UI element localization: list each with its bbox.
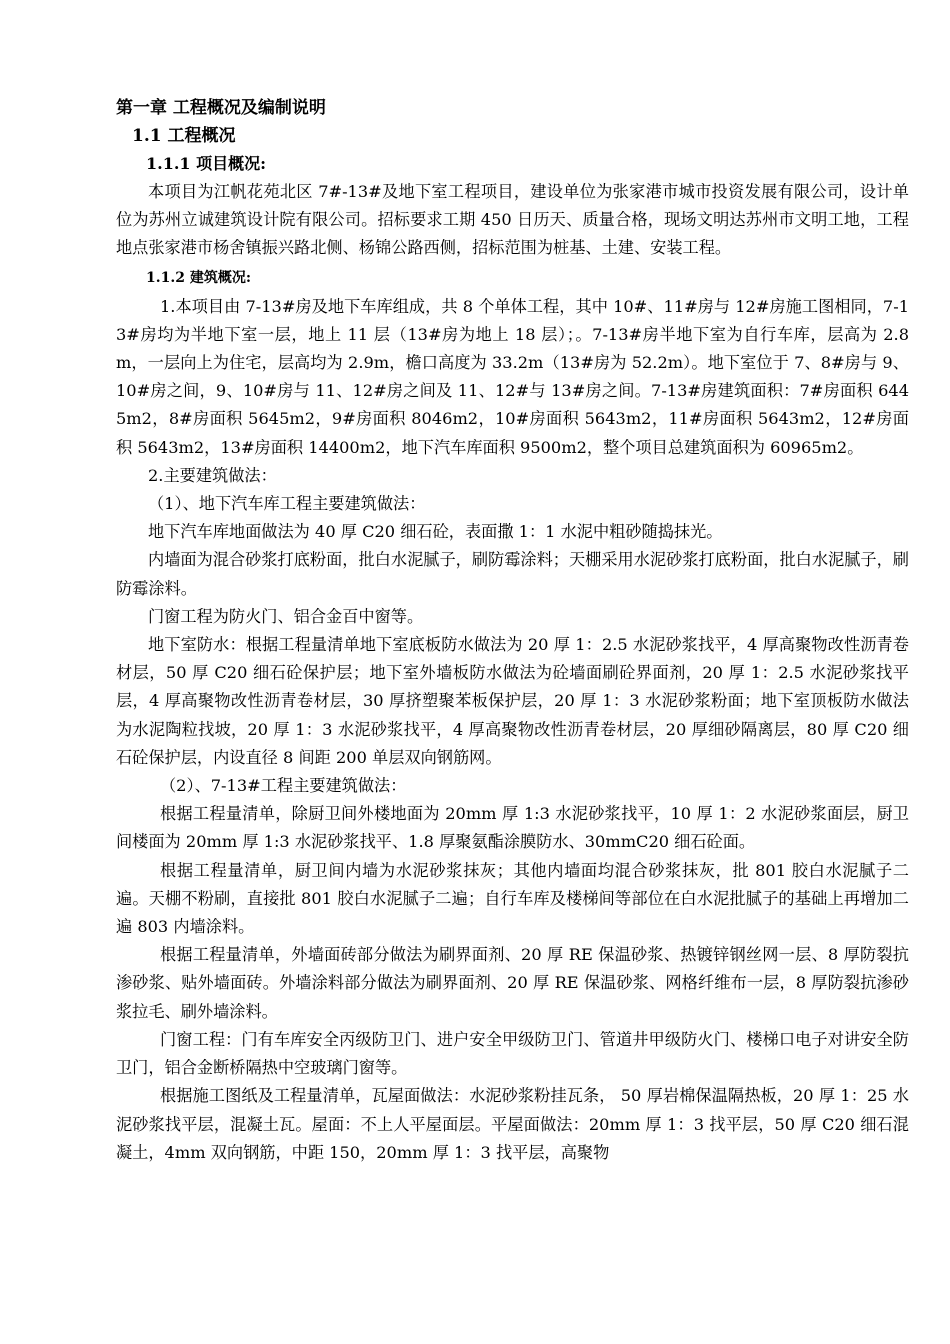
paragraph-garage-floor: 地下汽车库地面做法为 40 厚 C20 细石砼，表面撒 1：1 水泥中粗砂随捣抹光。 xyxy=(148,522,723,542)
paragraph-basement-waterproof: 地下室防水：根据工程量清单地下室底板防水做法为 20 厚 1：2.5 水泥砂浆找平，4 厚高聚物改性沥青卷材层，50 厚 C20 细石砼保护层；地下室外墙板防水做法为砼墙面刷砼界面剂，20 厚 1：2.5 水泥砂浆找平层，4 厚高聚物改性沥青卷材层，30 厚挤塑聚苯板保护层，20 厚 1：3 水泥砂浆粉面；地下室顶板防水做法为水泥陶粒找坡，20 厚 1：3 水泥砂浆找平，4 厚高聚物改性沥青卷材层，20 厚细砂隔离层，80 厚 C20 细石砼保护层，内设直径 8 间距 200 单层双向钢筋网。 xyxy=(116,635,909,767)
paragraph-doors-windows: 门窗工程：门有车库安全丙级防卫门、进户安全甲级防卫门、管道井甲级防火门、楼梯口电子对讲安全防卫门，铝合金断桥隔热中空玻璃门窗等。 xyxy=(116,1029,909,1078)
paragraph-roof: 根据施工图纸及工程量清单，瓦屋面做法：水泥砂浆粉挂瓦条， 50 厚岩棉保温隔热板，20 厚 1：25 水泥砂浆找平层，混凝土瓦。屋面：不上人平屋面层。平屋面做法：20mm 厚 1：3 找平层，50 厚 C20 细石混凝土，4mm 双向钢筋，中距 150，20mm 厚 1：3 找平层，高聚物 xyxy=(116,1086,909,1162)
paragraph-garage-wall: 内墙面为混合砂浆打底粉面，批白水泥腻子，刷防霉涂料；天棚采用水泥砂浆打底粉面，批白水泥腻子，刷防霉涂料。 xyxy=(116,550,909,598)
chapter-title: 第一章 工程概况及编制说明 xyxy=(116,98,326,118)
paragraph-building-heading: （2）、7-13#工程主要建筑做法： xyxy=(160,776,407,796)
paragraph-building-overview: 1.本项目由 7-13#房及地下车库组成，共 8 个单体工程，其中 10#、11#房与 12#房施工图相同，7-13#房均为半地下室一层，地上 11 层（13#房为地上 18 层）；。7-13#房半地下室为自行车库，层高为 2.8m，一层向上为住宅，层高均为 2.9m，檐口高度为 33.2m（13#房为 52.2m）。地下室位于 7、8#房与 9、10#房之间，9、10#房与 11、12#房之间及 11、12#与 13#房之间。7-13#房建筑面积：7#房面积 6445m2，8#房面积 5645m2，9#房面积 8046m2，10#房面积 5643m2，11#房面积 5643m2，12#房面积 5643m2，13#房面积 14400m2，地下汽车库面积 9500m2，整个项目总建筑面积为 60965m2。 xyxy=(116,296,909,457)
paragraph-main-practice: 2.主要建筑做法： xyxy=(148,465,277,485)
document-body xyxy=(116,94,909,1167)
paragraph-garage-heading: （1）、地下汽车库工程主要建筑做法： xyxy=(148,494,426,514)
section-heading-1-1-2: 1.1.2 建筑概况: xyxy=(146,269,252,286)
paragraph-exterior-wall: 根据工程量清单，外墙面砖部分做法为刷界面剂、20 厚 RE 保温砂浆、热镀锌钢丝网一层、8 厚防裂抗渗砂浆、贴外墙面砖。外墙涂料部分做法为刷界面剂、20 厚 RE 保温砂浆、网格纤维布一层，8 厚防裂抗渗砂浆拉毛、刷外墙涂料。 xyxy=(116,945,909,1021)
paragraph-project-overview: 本项目为江帆花苑北区 7#-13#及地下室工程项目，建设单位为张家港市城市投资发展有限公司，设计单位为苏州立诚建筑设计院有限公司。招标要求工期 450 日历天、质量合格，现场文明达苏州市文明工地，工程地点张家港市杨舍镇振兴路北侧、杨锦公路西侧，招标范围为桩基、土建、安装工程。 xyxy=(116,182,909,258)
section-heading-1-1: 1.1 工程概况 xyxy=(132,126,236,146)
section-heading-1-1-1: 1.1.1 项目概况: xyxy=(146,154,267,173)
paragraph-floor: 根据工程量清单，除厨卫间外楼地面为 20mm 厚 1:3 水泥砂浆找平，10 厚 1：2 水泥砂浆面层，厨卫间楼面为 20mm 厚 1:3 水泥砂浆找平、1.8 厚聚氨酯涂膜防水、30mmC20 细石砼面。 xyxy=(116,804,909,852)
paragraph-interior-wall: 根据工程量清单，厨卫间内墙为水泥砂浆抹灰；其他内墙面均混合砂浆抹灰，批 801 胶白水泥腻子二遍。天棚不粉刷，直接批 801 胶白水泥腻子二遍；自行车库及楼梯间等部位在白水泥批腻子的基础上再增加二遍 803 内墙涂料。 xyxy=(116,860,909,937)
paragraph-garage-doors: 门窗工程为防火门、铝合金百中窗等。 xyxy=(148,606,424,626)
